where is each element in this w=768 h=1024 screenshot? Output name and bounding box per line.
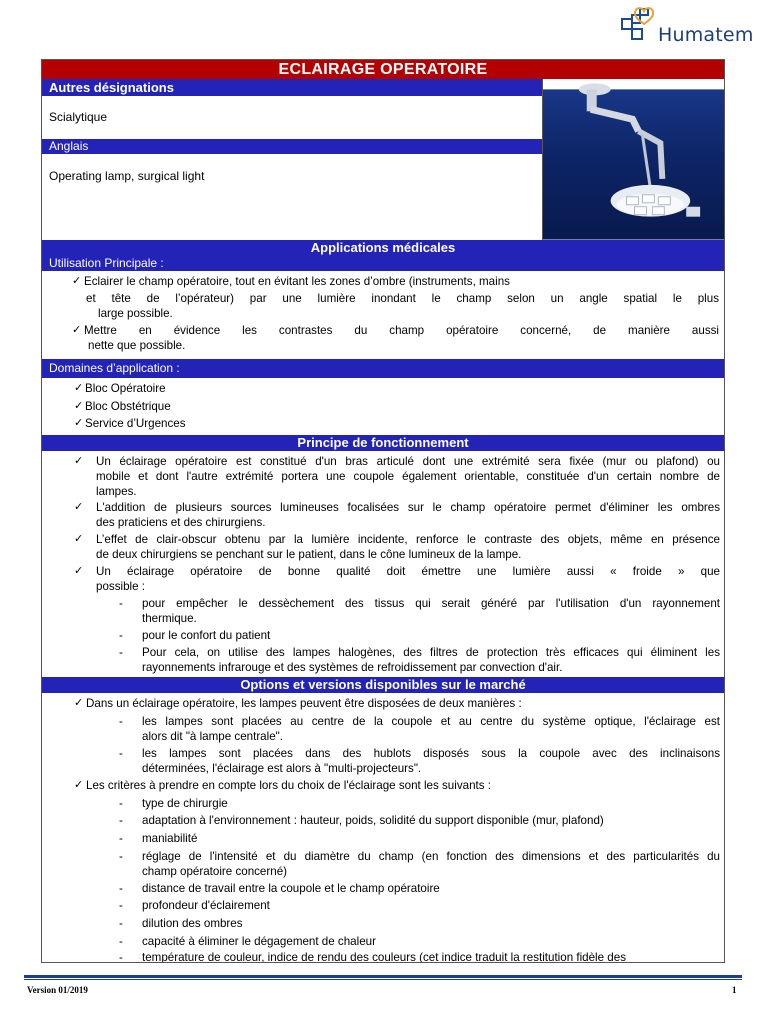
designation-value: Scialytique	[49, 110, 108, 124]
dash-marker: -	[119, 747, 123, 760]
applications-header: Applications médicales	[42, 240, 724, 256]
utilisation-line: large possible.	[98, 307, 173, 320]
page-title: ECLAIRAGE OPERATOIRE	[42, 60, 724, 79]
options-intro: Les critères à prendre en compte lors du choix de l'éclairage sont les suivants :	[86, 779, 491, 792]
principe-header: Principe de fonctionnement	[42, 435, 724, 451]
check-icon: ✓	[74, 501, 84, 513]
designation-cell	[42, 96, 542, 139]
principe-line: Un éclairage opératoire de bonne qualité doit émettre une lumière aussi « froide » que	[96, 565, 720, 578]
logo-text: Humatem	[658, 24, 754, 46]
designations-block	[42, 79, 542, 240]
dash-marker: -	[119, 935, 123, 948]
principe-sub-line: rayonnements infrarouge et des systèmes de refroidissement par convection d'air.	[142, 661, 563, 674]
dash-marker: -	[119, 715, 123, 728]
principe-line: mobile et dont l'autre extrémité portera une coupole également orientable, constituée d'un certain nombre de	[96, 470, 720, 483]
disposition-line: déterminées, l'éclairage est alors à "multi-projecteurs".	[142, 762, 422, 775]
principe-line: possible :	[96, 580, 145, 593]
domaine-item: Bloc Obstétrique	[85, 400, 171, 413]
check-icon: ✓	[74, 417, 84, 429]
principe-sub-line: pour empêcher le dessèchement des tissus qui serait généré par l'utilisation d'un rayonnement	[142, 597, 720, 610]
dash-marker: -	[119, 797, 123, 810]
critere-line: type de chirurgie	[142, 797, 228, 810]
utilisation-line: Eclairer le champ opératoire, tout en évitant les zones d’ombre (instruments, mains	[84, 275, 510, 288]
check-icon: ✓	[74, 400, 84, 412]
dash-marker: -	[119, 814, 123, 827]
principe-line: des praticiens et des chirurgiens.	[96, 516, 266, 529]
footer-version: Version 01/2019	[27, 985, 88, 995]
principe-line: de deux chirurgiens se penchant sur le patient, dans le cône lumineux de la lampe.	[96, 548, 522, 561]
dash-marker: -	[119, 882, 123, 895]
check-icon: ✓	[72, 275, 82, 287]
disposition-line: alors dit "à lampe centrale".	[142, 730, 283, 743]
critere-line: température de couleur, indice de rendu des couleurs (cet indice traduit la restitution fidèle des	[142, 951, 626, 963]
critere-line: maniabilité	[142, 832, 198, 845]
dash-marker: -	[119, 951, 123, 963]
principe-line: Un éclairage opératoire est constitué d'un bras articulé dont une extrémité sera fixée (mur ou plafond) ou	[96, 455, 720, 468]
critere-line: champ opératoire concerné)	[142, 865, 288, 878]
page-number: 1	[732, 985, 737, 995]
footer-divider-thin	[24, 979, 742, 980]
principe-sub-line: Pour cela, on utilise des lampes halogènes, des filtres de protection très efficaces qui éliminent les	[142, 646, 720, 659]
options-intro: Dans un éclairage opératoire, les lampes peuvent être disposées de deux manières :	[86, 697, 522, 710]
datasheet-frame	[41, 59, 725, 963]
dash-marker: -	[119, 850, 123, 863]
check-icon: ✓	[74, 565, 84, 577]
dash-marker: -	[119, 832, 123, 845]
disposition-line: les lampes sont placées au centre de la coupole et au centre du système optique, l'éclairage est	[142, 715, 720, 728]
footer-divider	[24, 975, 742, 978]
check-icon: ✓	[74, 455, 84, 467]
english-value: Operating lamp, surgical light	[49, 169, 205, 183]
surgical-lamp-photo	[542, 79, 724, 240]
disposition-line: les lampes sont placées dans des hublots disposés sous la coupole avec des inclinaisons	[142, 747, 720, 760]
options-header: Options et versions disponibles sur le marché	[42, 677, 724, 693]
dash-marker: -	[119, 899, 123, 912]
designations-header: Autres désignations	[42, 79, 542, 96]
check-icon: ✓	[74, 382, 84, 394]
utilisation-line: Mettre en évidence les contrastes du champ opératoire concerné, de manière aussi	[84, 324, 719, 337]
domaines-header: Domaines d’application :	[42, 359, 724, 378]
check-icon: ✓	[74, 697, 84, 709]
utilisation-header: Utilisation Principale :	[42, 256, 724, 271]
principe-line: lampes.	[96, 485, 137, 498]
utilisation-line: et tête de l’opérateur) par une lumière inondant le champ selon un angle spatial le plus	[86, 292, 719, 305]
principe-sub-line: thermique.	[142, 612, 197, 625]
check-icon: ✓	[74, 779, 84, 791]
principe-line: L’effet de clair-obscur obtenu par la lumière incidente, renforce le contraste des objets, même en présence	[96, 533, 720, 546]
logo-heart	[635, 8, 653, 24]
critere-line: réglage de l'intensité et du diamètre du champ (en fonction des dimensions et des particularités du	[142, 850, 720, 863]
critere-line: capacité à éliminer le dégagement de chaleur	[142, 935, 376, 948]
dash-marker: -	[119, 917, 123, 930]
principe-sub-line: pour le confort du patient	[142, 629, 271, 642]
critere-line: adaptation à l'environnement : hauteur, poids, solidité du support disponible (mur, plafond)	[142, 814, 604, 827]
domaine-item: Bloc Opératoire	[85, 382, 166, 395]
check-icon: ✓	[72, 324, 82, 336]
principe-line: L'addition de plusieurs sources lumineuses focalisées sur le champ opératoire permet d'éliminer les ombres	[96, 501, 720, 514]
check-icon: ✓	[74, 533, 84, 545]
dash-marker: -	[119, 597, 123, 610]
english-header: Anglais	[42, 139, 542, 154]
utilisation-line: nette que possible.	[88, 339, 186, 352]
critere-line: distance de travail entre la coupole et le champ opératoire	[142, 882, 440, 895]
dash-marker: -	[119, 629, 123, 642]
dash-marker: -	[119, 646, 123, 659]
english-cell	[42, 154, 542, 240]
critere-line: dilution des ombres	[142, 917, 243, 930]
domaine-item: Service d’Urgences	[85, 417, 186, 430]
critere-line: profondeur d'éclairement	[142, 899, 270, 912]
